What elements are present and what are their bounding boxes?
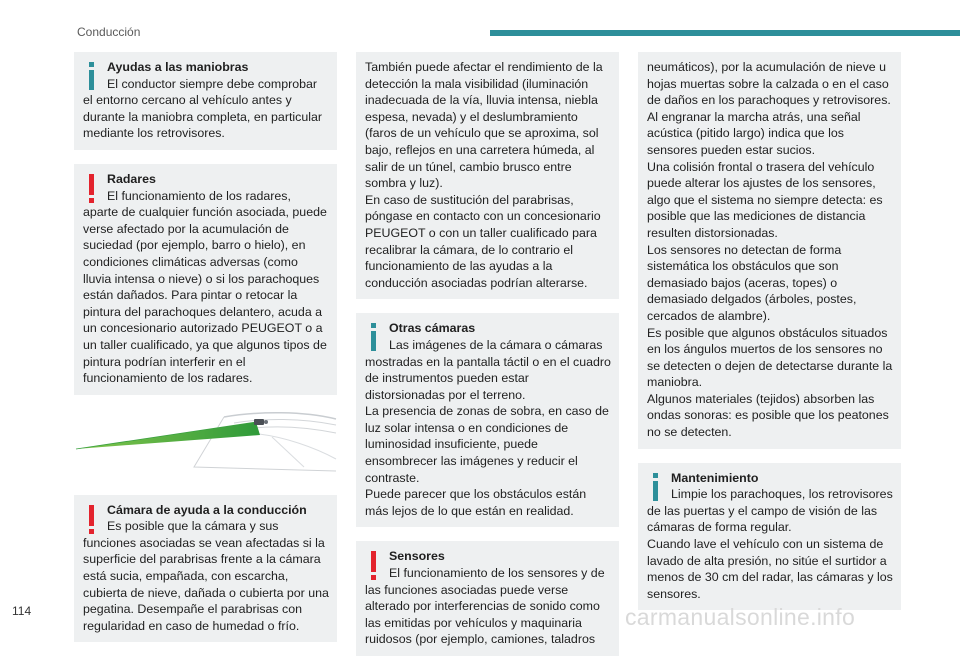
- paragraph: Los sensores no detectan de forma sistemática los obstáculos que son demasiado bajos (aceras, topes) o demasiado delgados (árboles, postes, cercados de alambre).: [647, 242, 857, 323]
- section-title: Conducción: [77, 25, 141, 39]
- column-1: [74, 52, 337, 656]
- paragraph: Una colisión frontal o trasera del vehículo puede alterar los ajustes de los sensores, algo que el sistema no siempre detecta: es posible que las mediciones de distancia resulten distorsionadas.: [647, 159, 883, 240]
- note-body: El conductor siempre debe comprobar el entorno cercano al vehículo antes y durante la maniobra completa, en particular mediante los retrovisores.: [83, 76, 322, 141]
- warning-sensors: [356, 541, 619, 656]
- paragraph: Cuando lave el vehículo con un sistema de lavado de alta presión, no sitúe el surtidor a menos de 30 cm del radar, las cámaras y los sensores.: [647, 537, 893, 601]
- windshield-camera-illustration: [74, 409, 337, 481]
- warning-icon: [365, 549, 383, 581]
- paragraph: neumáticos), por la acumulación de nieve u hojas muertas sobre la calzada o en el caso de daños en los parachoques y retrovisores.: [647, 60, 891, 108]
- warning-sensors-continued: [638, 52, 901, 449]
- info-icon: [647, 471, 665, 503]
- warning-body: Es posible que la cámara y sus funciones asociadas se vean afectadas si la superficie del parabrisas frente a la cámara está sucia, empañada, con escarcha, cubierta de nieve, dañada o cubierta por una pegatina. Desempañe el parabrisas con regularidad en caso de humedad o frío.: [83, 519, 329, 633]
- warning-camera-continued: [356, 52, 619, 299]
- note-maneuvers: [74, 52, 337, 150]
- paragraph: La presencia de zonas de sobra, en caso de luz solar intensa o en condiciones de luminosidad insuficiente, puede ensombrecer las imágenes y reducir el contraste.: [365, 404, 609, 485]
- paragraph: Algunos materiales (tejidos) absorben las ondas sonoras: es posible que los peatones no se detecten.: [647, 391, 889, 440]
- note-title: Ayudas a las maniobras: [107, 60, 249, 74]
- warning-radars: [74, 164, 337, 395]
- note-maintenance: [638, 463, 901, 611]
- warning-icon: [83, 172, 101, 204]
- info-icon: [365, 321, 383, 353]
- note-title: Otras cámaras: [389, 321, 476, 336]
- warning-body: El funcionamiento de los sensores y de las funciones asociadas puede verse alterado por interferencias de sonido como las emitidas por vehículos y maquinaria ruidosos (por ejemplo, camiones, taladros: [365, 566, 605, 647]
- info-icon: [83, 60, 101, 92]
- camera-field-of-view-drawing: [74, 409, 337, 481]
- column-2: [356, 52, 619, 670]
- note-other-cameras: [356, 313, 619, 527]
- warning-title: Cámara de ayuda a la conducción: [107, 502, 307, 517]
- header-accent-bar: [490, 30, 960, 36]
- warning-title: Radares: [107, 171, 156, 186]
- warning-title: Sensores: [389, 549, 445, 564]
- paragraph: También puede afectar el rendimiento de la detección la mala visibilidad (iluminación inadecuada de la vía, lluvia intensa, niebla espesa, nevada) y el deslumbramiento (faros de un vehículo que se aproxima, sol bajo, reflejos en una carretera húmeda, al salir de un túnel, cambio brusco entre sombra y luz).: [365, 60, 603, 191]
- paragraph: Las imágenes de la cámara o cámaras mostradas en la pantalla táctil o en el cuadro de instrumentos pueden estar distorsionadas por el terreno.: [365, 337, 611, 402]
- page-number: 114: [12, 604, 32, 618]
- warning-camera: [74, 495, 337, 643]
- paragraph: Puede parecer que los obstáculos están más lejos de lo que están en realidad.: [365, 487, 587, 518]
- paragraph: Al engranar la marcha atrás, una señal acústica (pitido largo) indica que los sensores pueden estar sucios.: [647, 109, 861, 157]
- watermark: carmanualsonline.info: [625, 604, 856, 630]
- warning-icon: [83, 503, 101, 535]
- paragraph: En caso de sustitución del parabrisas, póngase en contacto con un concesionario PEUGEOT o con un taller cualificado para recalibrar la cámara, de lo contrario el funcionamiento de las ayudas a la conducción asociadas podrían alterarse.: [365, 192, 601, 290]
- note-title: Mantenimiento: [671, 470, 759, 485]
- warning-body: El funcionamiento de los radares, aparte de cualquier función asociada, puede verse afectado por la acumulación de suciedad (por ejemplo, barro o hielo), en condiciones climáticas adversas (como lluvia intensa o nieve) o si los parachoques están dañados. Para pintar o retocar la pintura del parachoques delantero, acuda a un concesionario autorizado PEUGEOT o a un taller cualificado, ya que algunos tipos de pintura podrían interferir en el funcionamiento de los radares.: [83, 188, 327, 386]
- paragraph: Limpie los parachoques, los retrovisores de las puertas y el campo de visión de las cámaras de forma regular.: [647, 487, 893, 535]
- column-3: [638, 52, 901, 624]
- paragraph: Es posible que algunos obstáculos situados en los ángulos muertos de los sensores no se detecten o dejen de detectarse durante la maniobra.: [647, 325, 893, 390]
